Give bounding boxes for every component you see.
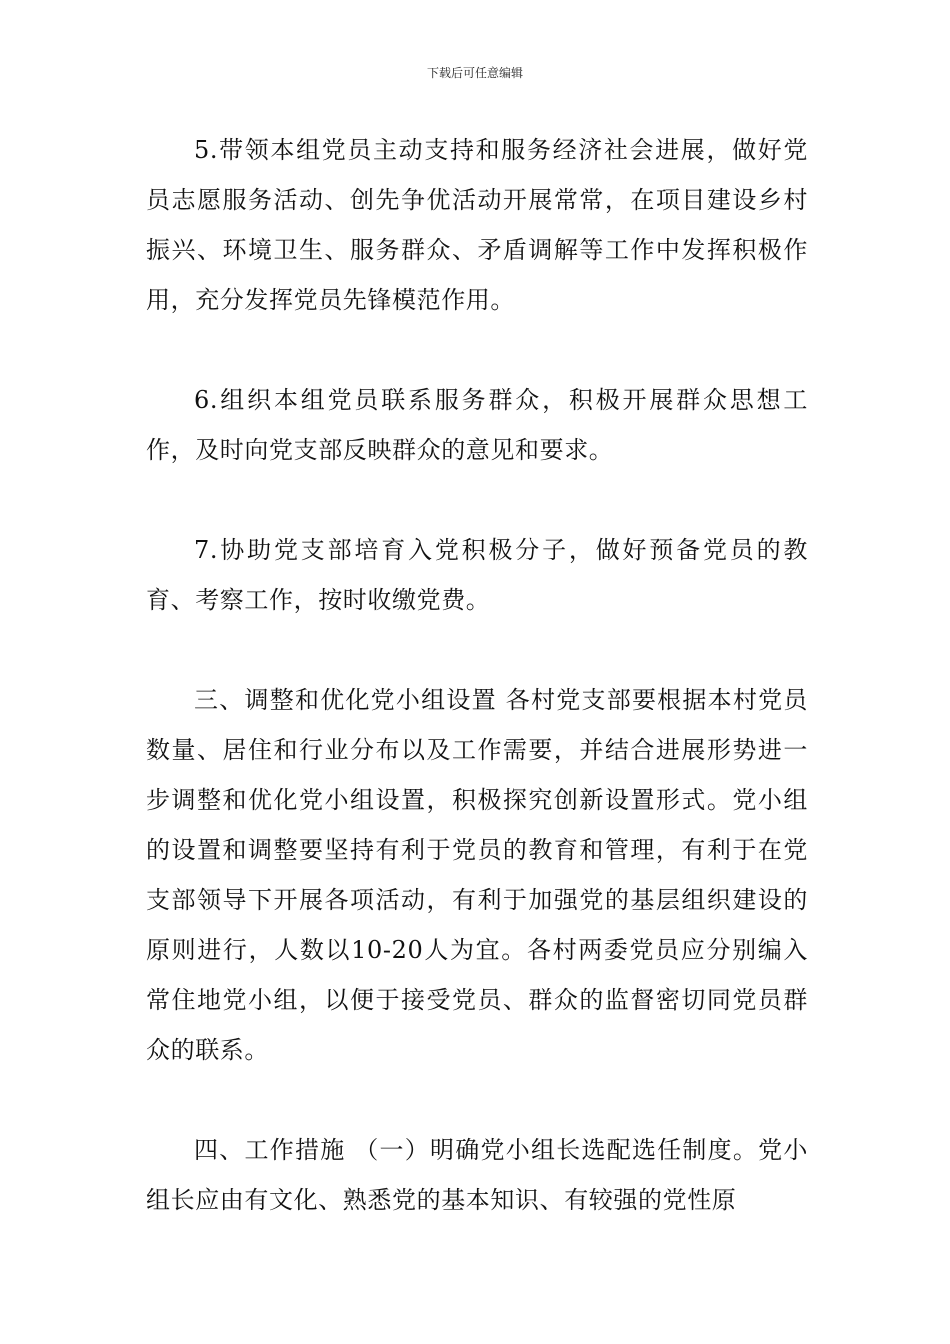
paragraph-item-6: 6.组织本组党员联系服务群众，积极开展群众思想工作，及时向党支部反映群众的意见和要求。 xyxy=(146,386,808,464)
paragraph-item-7: 7.协助党支部培育入党积极分子，做好预备党员的教育、考察工作，按时收缴党费。 xyxy=(146,536,808,614)
paragraph-item-5: 5.带领本组党员主动支持和服务经济社会进展，做好党员志愿服务活动、创先争优活动开展常常，在项目建设乡村振兴、环境卫生、服务群众、矛盾调解等工作中发挥积极作用，充分发挥党员先锋模范作用。 xyxy=(146,136,808,314)
page-header: 下载后可任意编辑 xyxy=(426,66,523,80)
paragraph-section-three: 三、调整和优化党小组设置 各村党支部要根据本村党员数量、居住和行业分布以及工作需要，并结合进展形势进一步调整和优化党小组设置，积极探究创新设置形式。党小组的设置和调整要坚持有利于党员的教育和管理，有利于在党支部领导下开展各项活动，有利于加强党的基层组织建设的原则进行，人数以10-20人为宜。各村两委党员应分别编入常住地党小组，以便于接受党员、群众的监督密切同党员群众的联系。 xyxy=(146,686,808,1064)
document-body xyxy=(146,125,808,1275)
paragraph-section-four: 四、工作措施 （一）明确党小组长选配选任制度。党小组长应由有文化、熟悉党的基本知识、有较强的党性原 xyxy=(146,1136,808,1214)
